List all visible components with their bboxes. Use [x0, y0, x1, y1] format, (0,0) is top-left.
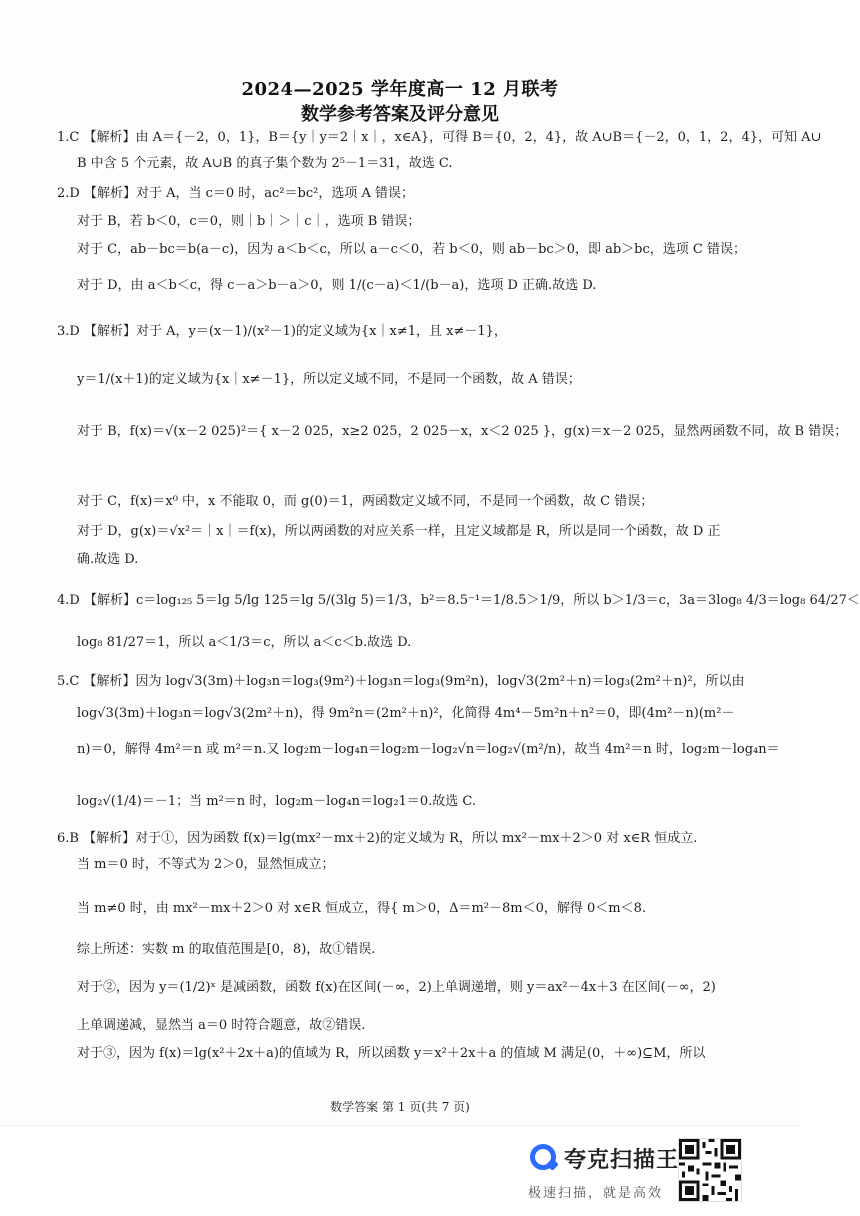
brand-slogan: 极速扫描，就是高效 — [528, 1186, 664, 1201]
q5-line-3: n)＝0，解得 4m²＝n 或 m²＝n.又 log₂m－log₄n＝log₂m－log₂√n＝log₂√(m²/n)，故当 4m²＝n 时，log₂m－log₄n＝ — [77, 742, 780, 757]
q3-line-5: 对于 D，g(x)＝√x²＝｜x｜＝f(x)，所以两函数的对应关系一样，且定义域都是 R，所以是同一个函数，故 D 正 — [77, 524, 721, 539]
q6-line-5: 对于②，因为 y＝(1/2)ˣ 是减函数，函数 f(x)在区间(－∞，2)上单调递增，则 y＝ax²－4x＋3 在区间(－∞，2) — [77, 980, 716, 995]
q3-line-1: 3.D 【解析】对于 A，y＝(x－1)/(x²－1)的定义域为{x｜x≠1，且 x≠－1}， — [57, 324, 507, 339]
answer-key-subtitle: 数学参考答案及评分意见 — [301, 104, 499, 125]
q6-line-3: 当 m≠0 时，由 mx²－mx＋2＞0 对 x∈R 恒成立，得{ m＞0，Δ＝m²－8m＜0，解得 0＜m＜8. — [77, 901, 647, 916]
q3-line-4: 对于 C，f(x)＝x⁰ 中，x 不能取 0，而 g(0)＝1，两函数定义域不同，不是同一个函数，故 C 错误； — [77, 494, 654, 509]
q3-line-3: 对于 B，f(x)＝√(x－2 025)²＝{ x－2 025，x≥2 025，2 025－x，x＜2 025 }，g(x)＝x－2 025，显然两函数不同，故 B 错误； — [77, 424, 848, 439]
q3-line-6: 确.故选 D. — [77, 552, 139, 567]
q2-line-3: 对于 C，ab－bc＝b(a－c)，因为 a＜b＜c，所以 a－c＜0，若 b＜0，则 ab－bc＞0，即 ab＞bc，选项 C 错误； — [77, 242, 746, 257]
q6-line-2: 当 m＝0 时，不等式为 2＞0，显然恒成立； — [77, 857, 335, 872]
q6-line-7: 对于③，因为 f(x)＝lg(x²＋2x＋a)的值域为 R，所以函数 y＝x²＋2x＋a 的值域 M 满足(0，＋∞)⊆M，所以 — [77, 1046, 706, 1061]
qr-code-icon — [678, 1138, 742, 1202]
q6-line-1: 6.B 【解析】对于①，因为函数 f(x)＝lg(mx²－mx＋2)的定义域为 R，所以 mx²－mx＋2＞0 对 x∈R 恒成立. — [57, 831, 698, 846]
q6-line-4: 综上所述：实数 m 的取值范围是[0，8)，故①错误. — [77, 942, 376, 957]
q4-line-2: log₈ 81/27＝1，所以 a＜1/3＝c，所以 a＜c＜b.故选 D. — [77, 635, 412, 650]
q4-line-1: 4.D 【解析】c＝log₁₂₅ 5＝lg 5/lg 125＝lg 5/(3lg 5)＝1/3，b²＝8.5⁻¹＝1/8.5＞1/9，所以 b＞1/3＝c，3a＝3log₈ 4/3＝log₈ 64/27＜ — [57, 593, 860, 608]
q6-line-6: 上单调递减，显然当 a＝0 时符合题意，故②错误. — [77, 1018, 366, 1033]
q2-line-4: 对于 D，由 a＜b＜c，得 c－a＞b－a＞0，则 1/(c－a)＜1/(b－a)，选项 D 正确.故选 D. — [77, 278, 597, 293]
q5-line-2: log√3(3m)＋log₃n＝log√3(2m²＋n)，得 9m²n＝(2m²＋n)²，化简得 4m⁴－5m²n＋n²＝0，即(4m²－n)(m²－ — [77, 706, 735, 721]
q3-line-2: y＝1/(x＋1)的定义域为{x｜x≠－1}，所以定义域不同，不是同一个函数，故 A 错误； — [77, 372, 581, 387]
q1-line-1: 1.C 【解析】由 A＝{－2，0，1}，B＝{y｜y＝2｜x｜，x∈A}，可得 B＝{0，2，4}，故 A∪B＝{－2，0，1，2，4}，可知 A∪ — [57, 130, 822, 145]
q5-line-4: log₂√(1/4)＝－1；当 m²＝n 时，log₂m－log₄n＝log₂1＝0.故选 C. — [77, 794, 476, 809]
scanner-footer — [0, 1125, 800, 1216]
exam-title: 2024—2025 学年度高一 12 月联考 — [241, 79, 559, 100]
q2-line-2: 对于 B，若 b＜0，c＝0，则｜b｜＞｜c｜，选项 B 错误； — [77, 214, 421, 229]
q5-line-1: 5.C 【解析】因为 log√3(3m)＋log₃n＝log₃(9m²)＋log₃n＝log₃(9m²n)，log√3(2m²＋n)＝log₃(2m²＋n)²，所以由 — [57, 674, 745, 689]
brand-name: 夸克扫描王 — [564, 1148, 680, 1173]
q2-line-1: 2.D 【解析】对于 A，当 c＝0 时，ac²＝bc²，选项 A 错误； — [57, 186, 415, 201]
quark-logo-icon — [530, 1144, 556, 1170]
page-number: 数学答案 第 1 页(共 7 页) — [330, 1100, 470, 1114]
q1-line-2: B 中含 5 个元素，故 A∪B 的真子集个数为 2⁵－1＝31，故选 C. — [77, 156, 453, 171]
